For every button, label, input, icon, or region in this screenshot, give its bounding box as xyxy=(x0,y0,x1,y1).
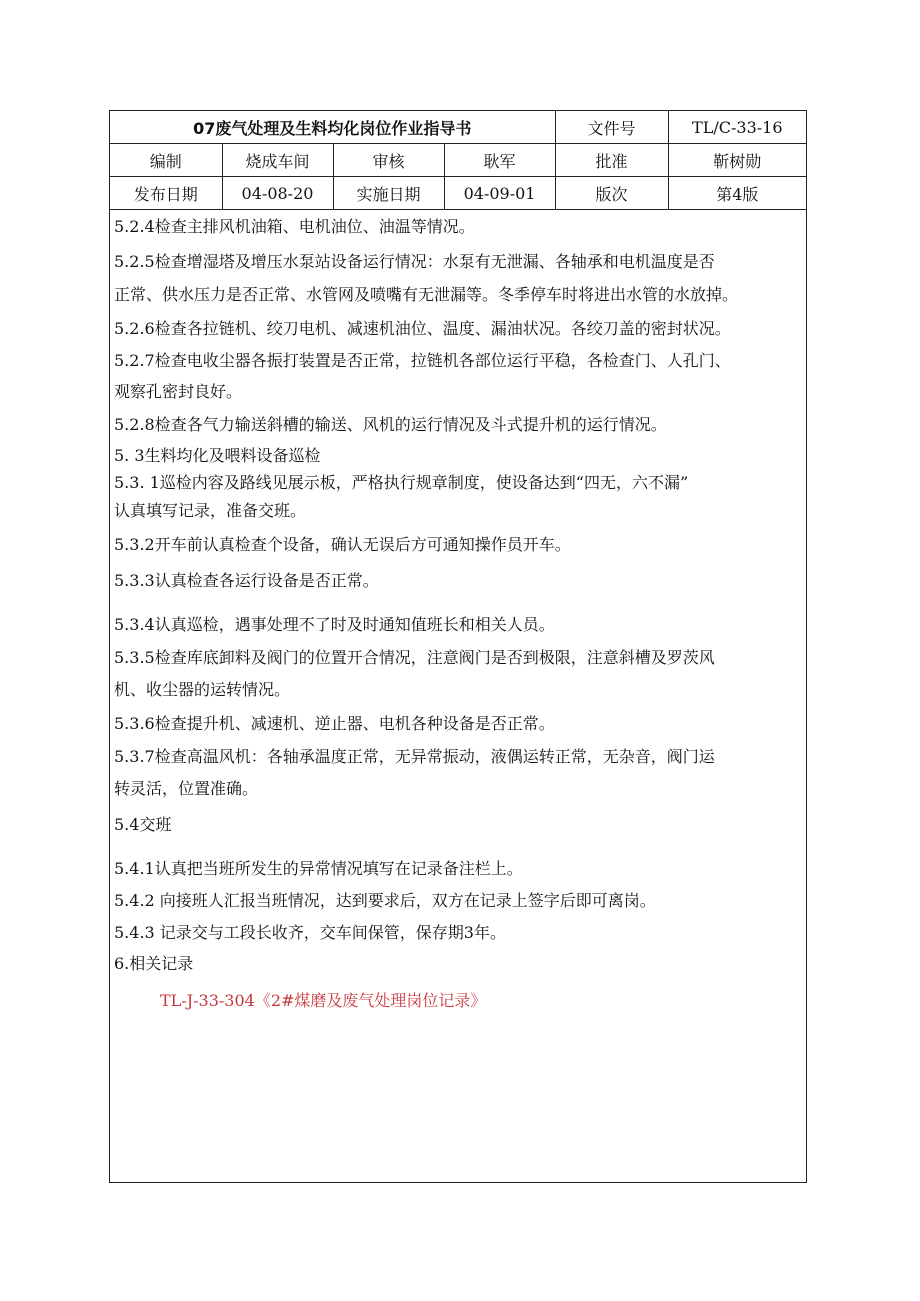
text-line: 5.2.8检查各气力输送斜槽的输送、风机的运行情况及斗式提升机的运行情况。 xyxy=(114,415,667,434)
text-line: 5.2.4检查主排风机油箱、电机油位、油温等情况。 xyxy=(114,217,475,236)
text-line: 5.3.6检查提升机、减速机、逆止器、电机各种设备是否正常。 xyxy=(114,714,555,733)
text-line: 5. 3生料均化及喂料设备巡检 xyxy=(114,446,321,465)
text-line: 5.4.2 向接班人汇报当班情况，达到要求后，双方在记录上签字后即可离岗。 xyxy=(114,891,656,910)
text-line: 5.4交班 xyxy=(114,815,172,834)
version-value: 第4版 xyxy=(668,177,806,210)
publish-date-value: 04-08-20 xyxy=(222,177,333,210)
text-line: 5.3.4认真巡检，遇事处理不了时及时通知值班长和相关人员。 xyxy=(114,615,555,634)
header-table xyxy=(110,111,806,210)
doc-number-value: TL/C-33-16 xyxy=(668,111,806,144)
version-label: 版次 xyxy=(555,177,668,210)
compile-label: 编制 xyxy=(110,144,222,177)
text-line: 5.4.3 记录交与工段长收齐，交车间保管，保存期3年。 xyxy=(114,923,506,942)
text-line: 5.3. 1巡检内容及路线见展示板，严格执行规章制度，使设备达到“四无，六不漏” xyxy=(114,473,689,492)
implement-date-label: 实施日期 xyxy=(333,177,444,210)
text-line: 5.4.1认真把当班所发生的异常情况填写在记录备注栏上。 xyxy=(114,859,523,878)
approve-label: 批准 xyxy=(555,144,668,177)
related-record: TL-J-33-304《2#煤磨及废气处理岗位记录》 xyxy=(160,991,487,1010)
text-line: 认真填写记录，准备交班。 xyxy=(114,501,307,520)
implement-date-value: 04-09-01 xyxy=(444,177,555,210)
document-frame xyxy=(109,110,807,1183)
document-title: 07废气处理及生料均化岗位作业指导书 xyxy=(110,111,555,144)
text-line: 5.3.2开车前认真检查个设备，确认无误后方可通知操作员开车。 xyxy=(114,535,571,554)
text-line: 5.3.3认真检查各运行设备是否正常。 xyxy=(114,571,379,590)
text-line: 5.2.6检查各拉链机、绞刀电机、减速机油位、温度、漏油状况。各绞刀盖的密封状况。 xyxy=(114,319,731,338)
approve-value: 靳树勋 xyxy=(668,144,806,177)
publish-date-label: 发布日期 xyxy=(110,177,222,210)
text-line: 5.3.5检查库底卸料及阀门的位置开合情况，注意阀门是否到极限，注意斜槽及罗茨风 xyxy=(114,648,715,667)
review-label: 审核 xyxy=(333,144,444,177)
text-line: 转灵活，位置准确。 xyxy=(114,779,259,798)
doc-number-label: 文件号 xyxy=(555,111,668,144)
text-line: 5.2.7检查电收尘器各振打装置是否正常，拉链机各部位运行平稳，各检查门、人孔门、 xyxy=(114,351,731,370)
text-line: 观察孔密封良好。 xyxy=(114,382,243,401)
text-line: 正常、供水压力是否正常、水管网及喷嘴有无泄漏等。冬季停车时将进出水管的水放掉。 xyxy=(114,285,739,304)
text-line: 5.2.5检查增湿塔及增压水泵站设备运行情况：水泵有无泄漏、各轴承和电机温度是否 xyxy=(114,252,715,271)
text-line: 6.相关记录 xyxy=(114,954,194,973)
text-line: 5.3.7检查高温风机：各轴承温度正常，无异常振动，液偶运转正常，无杂音，阀门运 xyxy=(114,747,715,766)
text-line: 机、收尘器的运转情况。 xyxy=(114,680,291,699)
compile-value: 烧成车间 xyxy=(222,144,333,177)
review-value: 耿军 xyxy=(444,144,555,177)
